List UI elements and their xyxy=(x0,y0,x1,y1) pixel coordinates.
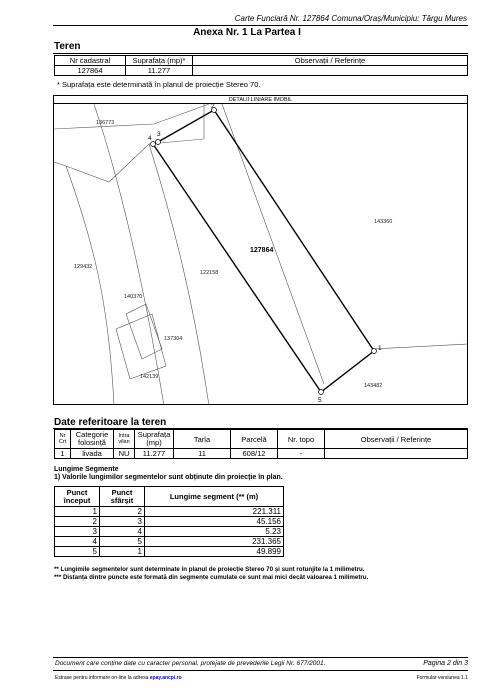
cell-end: 1 xyxy=(100,547,145,557)
teren-table xyxy=(54,55,468,76)
cell-observatii xyxy=(325,449,468,459)
cell-end: 2 xyxy=(100,507,145,517)
date-referitoare-table xyxy=(54,429,468,459)
page-header: Carte Funciară Nr. 127864 Comuna/Oraș/Municipiu: Târgu Mures xyxy=(234,14,467,23)
map-title: DETALII LINIARE IMOBIL xyxy=(53,95,468,103)
segments-note-2: *** Distanța dintre puncte este formată din segmente cumulate ce sunt mai mici decât valoarea 1 milimetru. xyxy=(54,574,369,581)
segments-note-1: ** Lungimile segmentelor sunt determinate în planul de proiecție Stereo 70 și sunt rotunjite la 1 milimetru. xyxy=(54,566,365,573)
col-suprafata: Suprafața (mp)* xyxy=(126,56,193,66)
parcel-map xyxy=(53,103,468,405)
cell-length: 221.311 xyxy=(145,507,284,517)
page-number: Pagina 2 din 3 xyxy=(423,660,468,667)
map-drawing xyxy=(54,104,468,405)
teren-heading: Teren xyxy=(54,41,81,52)
cell-categorie: livada xyxy=(71,449,114,459)
neighbor-label: 142139 xyxy=(140,374,159,380)
col-nr-cadastral: Nr cadastral xyxy=(55,56,126,66)
col-tarla: Tarla xyxy=(174,430,231,449)
cell-nr-cadastral: 127864 xyxy=(55,66,126,76)
col-punct-inceput: Punct început xyxy=(55,487,100,507)
col-suprafata: Suprafața (mp) xyxy=(135,430,174,449)
cell-end: 5 xyxy=(100,537,145,547)
cell-end: 4 xyxy=(100,527,145,537)
col-nr-topo: Nr. topo xyxy=(278,430,325,449)
cell-length: 49.899 xyxy=(145,547,284,557)
neighbor-label: 140370 xyxy=(124,294,143,300)
footer-disclaimer: Document care conține date cu caracter personal, protejate de prevederile Legii Nr. 677/2001. xyxy=(55,660,326,667)
footer-info xyxy=(55,675,182,681)
cell-end: 3 xyxy=(100,517,145,527)
neighbor-label: 143482 xyxy=(364,383,383,389)
col-observatii: Observații / Referințe xyxy=(325,430,468,449)
cell-tarla: 11 xyxy=(174,449,231,459)
col-parcela: Parcelă xyxy=(231,430,278,449)
cell-start: 2 xyxy=(55,517,100,527)
annex-title: Anexa Nr. 1 La Partea I xyxy=(193,27,301,38)
cell-length: 45.156 xyxy=(145,517,284,527)
table-row xyxy=(55,507,284,517)
neighbor-label: 137304 xyxy=(164,336,183,342)
table-row xyxy=(55,527,284,537)
point-label-2: 2 xyxy=(211,104,215,110)
cell-parcela: 608/12 xyxy=(231,449,278,459)
point-label-4: 4 xyxy=(148,135,152,142)
parcel-label: 127864 xyxy=(250,247,274,254)
table-row xyxy=(55,537,284,547)
header-divider xyxy=(53,25,468,26)
table-row xyxy=(55,547,284,557)
cell-length: 5.23 xyxy=(145,527,284,537)
neighbor-label: 143360 xyxy=(374,219,393,225)
lungime-heading: Lungime Segmente xyxy=(54,466,119,473)
col-nr-crt: Nr Crt xyxy=(55,430,71,449)
col-intravilan: Intra vilan xyxy=(114,430,135,449)
cell-start: 5 xyxy=(55,547,100,557)
point-label-1: 1 xyxy=(378,345,382,352)
date-referitoare-heading: Date referitoare la teren xyxy=(54,417,167,428)
footer-info-prefix: Estrase pentru informare on-line la adresa xyxy=(55,675,149,681)
cell-start: 3 xyxy=(55,527,100,537)
neighbor-label: 136773 xyxy=(96,120,115,126)
footer-divider xyxy=(53,657,468,658)
cell-suprafata: 11.277 xyxy=(126,66,193,76)
cell-observatii xyxy=(193,66,468,76)
neighbor-label: 129432 xyxy=(74,264,93,270)
col-lungime: Lungime segment (** (m) xyxy=(145,487,284,507)
cell-intravilan: NU xyxy=(114,449,135,459)
footer-divider-2 xyxy=(53,670,468,671)
point-label-5: 5 xyxy=(318,397,322,404)
teren-divider xyxy=(53,53,468,54)
form-version: Formular versiunea 1.1 xyxy=(416,675,468,681)
table-row xyxy=(55,517,284,527)
cell-suprafata: 11.277 xyxy=(135,449,174,459)
col-categorie: Categorie folosință xyxy=(71,430,114,449)
teren-note: * Suprafața este determinată în planul de proiecție Stereo 70. xyxy=(57,80,261,89)
cell-nr-topo: - xyxy=(278,449,325,459)
cell-length: 231.365 xyxy=(145,537,284,547)
cell-start: 4 xyxy=(55,537,100,547)
segments-table xyxy=(54,486,284,557)
cell-start: 1 xyxy=(55,507,100,517)
lungime-subheading: 1) Valorile lungimilor segmentelor sunt obținute din proiecție în plan. xyxy=(54,474,283,481)
point-label-3: 3 xyxy=(157,131,161,138)
epay-link[interactable]: epay.ancpi.ro xyxy=(149,675,182,681)
neighbor-label: 122158 xyxy=(200,270,219,276)
col-observatii: Observații / Referințe xyxy=(193,56,468,66)
col-punct-sfarsit: Punct sfârșit xyxy=(100,487,145,507)
cell-nr-crt: 1 xyxy=(55,449,71,459)
